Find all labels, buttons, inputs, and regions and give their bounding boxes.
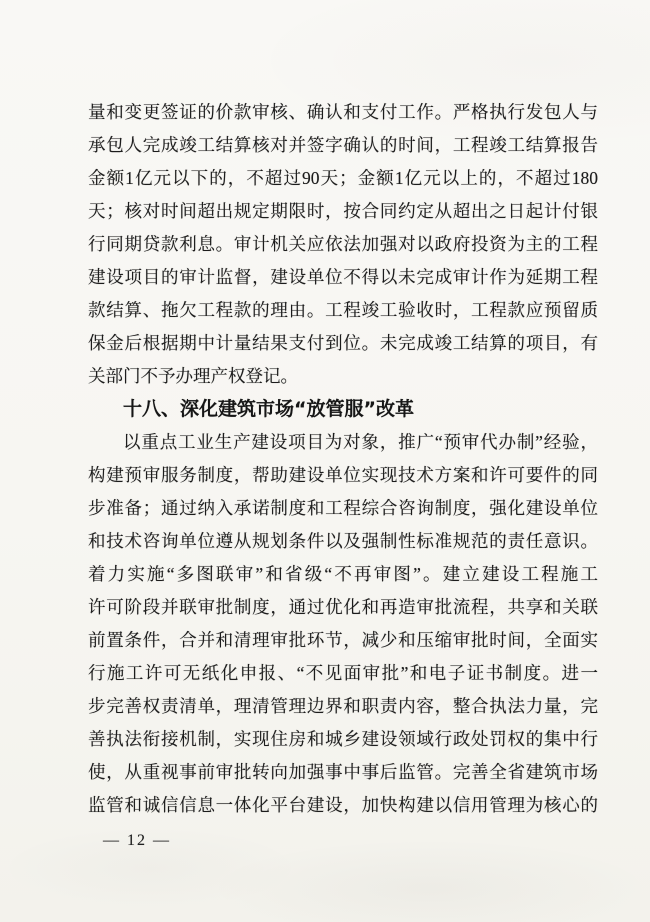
paragraph-reform	[88, 426, 598, 822]
text-line: 步完善权责清单，理清管理边界和职责内容，整合执法力量，完	[88, 696, 598, 716]
text-line: 天；核对时间超出规定期限时，按合同约定从超出之日起计付银	[88, 201, 598, 221]
text-block	[88, 96, 598, 822]
text-line: 金额1亿元以下的，不超过90天；金额1亿元以上的，不超过180	[88, 168, 598, 188]
text-line: 着力实施“多图联审”和省级“不再审图”。建立建设工程施工	[88, 564, 598, 584]
text-line: 监管和诚信信息一体化平台建设，加快构建以信用管理为核心的	[88, 795, 598, 815]
text-line: 构建预审服务制度，帮助建设单位实现技术方案和许可要件的同	[88, 465, 598, 485]
text-line: 步准备；通过纳入承诺制度和工程综合咨询制度，强化建设单位	[88, 498, 598, 518]
text-line: 承包人完成竣工结算核对并签字确认的时间，工程竣工结算报告	[88, 135, 598, 155]
text-line: 善执法衔接机制，实现住房和城乡建设领域行政处罚权的集中行	[88, 729, 598, 749]
text-line: 保金后根据期中计量结果支付到位。未完成竣工结算的项目，有	[88, 333, 598, 353]
text-line: 款结算、拖欠工程款的理由。工程竣工验收时，工程款应预留质	[88, 300, 598, 320]
text-line: 建设项目的审计监督，建设单位不得以未完成审计作为延期工程	[88, 267, 598, 287]
page-number: — 12 —	[103, 832, 171, 849]
text-line: 量和变更签证的价款审核、确认和支付工作。严格执行发包人与	[88, 102, 598, 122]
text-line: 行施工许可无纸化申报、“不见面审批”和电子证书制度。进一	[88, 663, 598, 683]
text-line: 以重点工业生产建设项目为对象，推广“预审代办制”经验，	[123, 432, 598, 452]
text-line: 关部门不予办理产权登记。	[88, 366, 298, 386]
paragraph-settlement	[88, 96, 598, 393]
text-line: 许可阶段并联审批制度，通过优化和再造审批流程，共享和关联	[88, 597, 598, 617]
section-heading: 十八、深化建筑市场“放管服”改革	[123, 398, 414, 420]
text-line: 和技术咨询单位遵从规划条件以及强制性标准规范的责任意识。	[88, 531, 598, 551]
text-line: 使，从重视事前审批转向加强事中事后监管。完善全省建筑市场	[88, 762, 598, 782]
text-line: 前置条件，合并和清理审批环节，减少和压缩审批时间，全面实	[88, 630, 598, 650]
text-line: 行同期贷款利息。审计机关应依法加强对以政府投资为主的工程	[88, 234, 598, 254]
